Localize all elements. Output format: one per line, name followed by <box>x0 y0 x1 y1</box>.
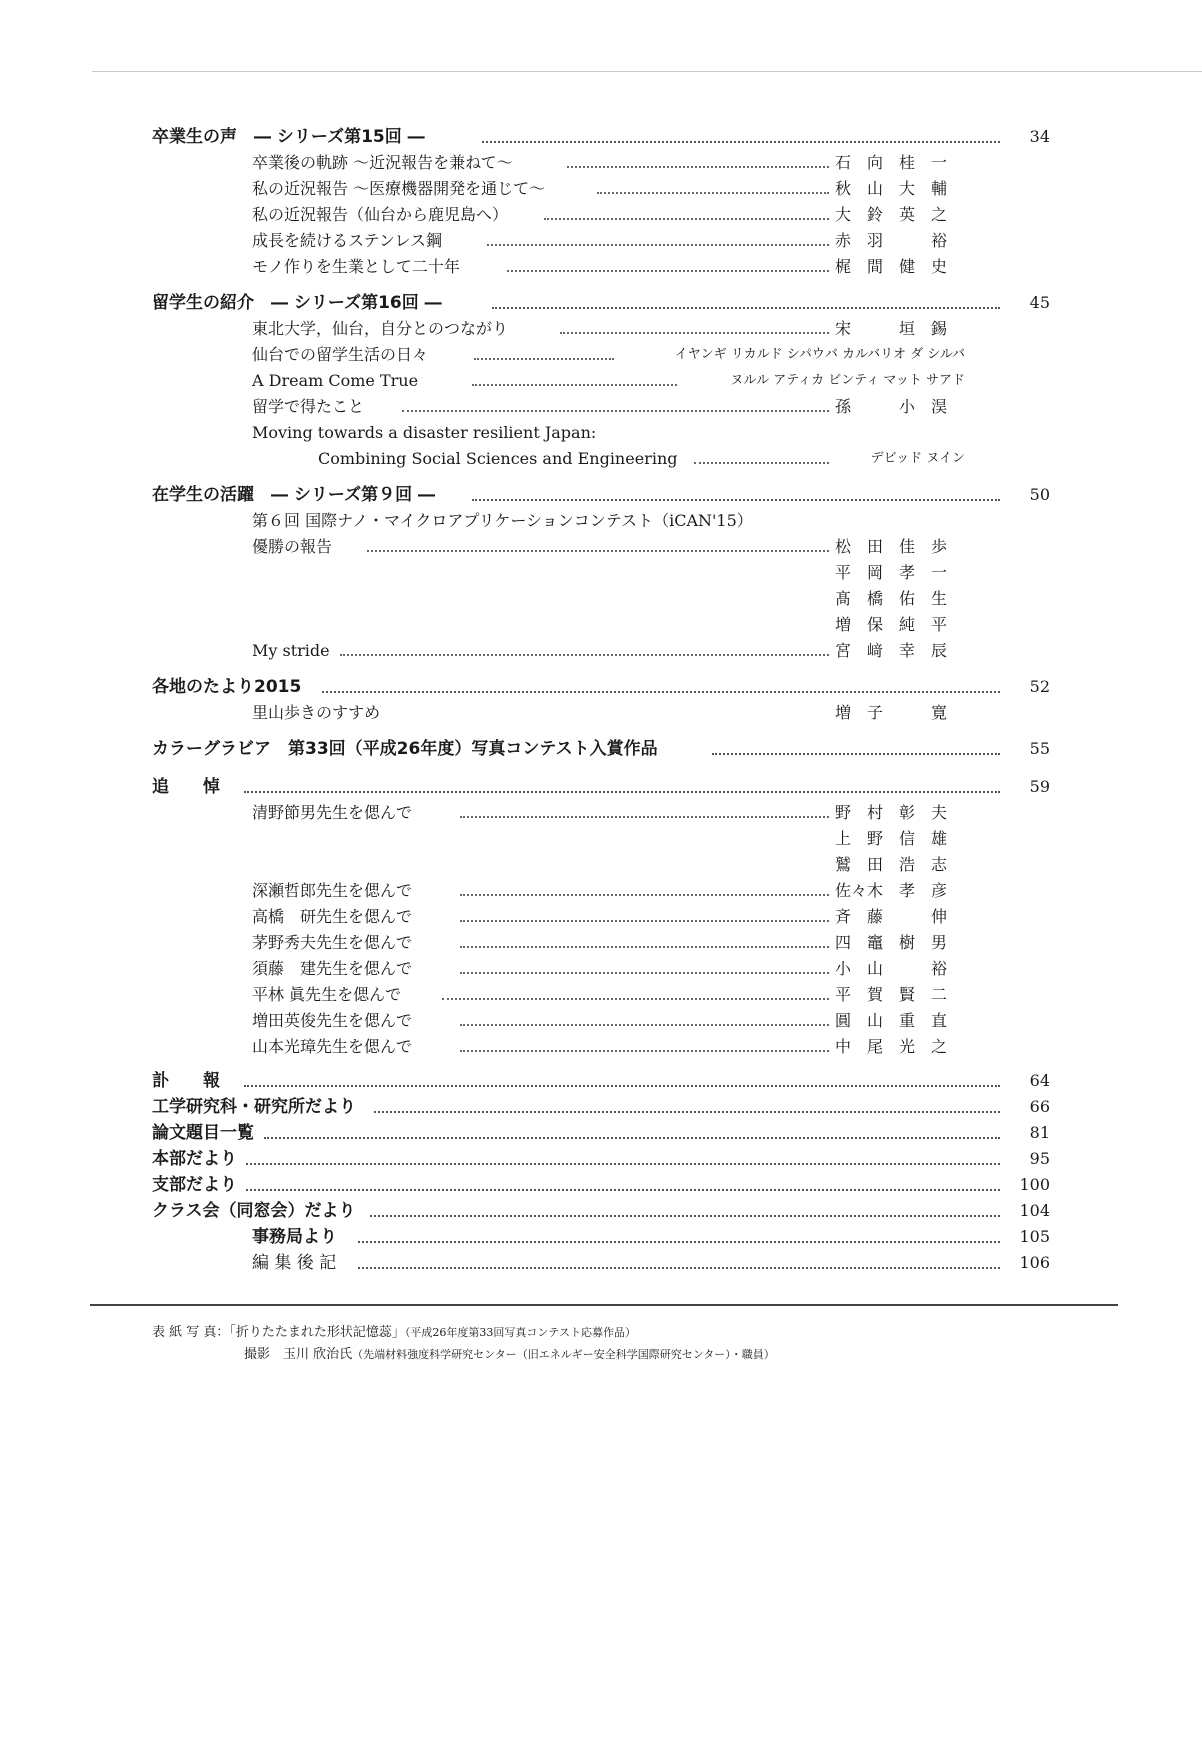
toc-section-alumni-voice <box>152 124 1050 280</box>
entry-author: 梶 間 健 史 <box>835 257 948 276</box>
entry-title: Moving towards a disaster resilient Japan: <box>252 423 597 442</box>
toc-section-regional-news <box>152 674 1050 726</box>
page-number: 81 <box>1029 1123 1050 1142</box>
entry-author: デビッド ヌイン <box>870 451 965 466</box>
toc-heading[interactable] <box>152 124 1050 150</box>
toc-entry[interactable] <box>152 394 1050 420</box>
toc-section-intl-students <box>152 290 1050 472</box>
entry-title: 優勝の報告 <box>252 537 333 556</box>
entry-title: 卒業後の軌跡 ～近況報告を兼ねて～ <box>252 153 513 172</box>
page-number: 64 <box>1029 1071 1050 1090</box>
toc-heading[interactable] <box>152 1068 1050 1094</box>
toc-entry[interactable] <box>152 904 1050 930</box>
toc-heading-title: 支部だより <box>152 1172 241 1198</box>
leader-dots <box>264 1120 1000 1139</box>
toc-heading-title: 在学生の活躍 ― シリーズ第９回 ― <box>152 482 439 508</box>
toc-section-color-gravure <box>152 736 1050 762</box>
entry-author: 圓 山 重 直 <box>835 1011 948 1030</box>
leader-dots <box>402 394 829 412</box>
entry-title: 増田英俊先生を偲んで <box>252 1011 413 1030</box>
entry-author: 四 竈 樹 男 <box>835 933 948 952</box>
toc-heading-title: 編 集 後 記 <box>252 1250 340 1276</box>
entry-author: 鷲 田 浩 志 <box>835 855 948 874</box>
leader-dots <box>597 176 829 194</box>
entry-author: 松 田 佳 歩 <box>835 537 948 556</box>
page-number: 34 <box>1029 127 1050 146</box>
page-number: 104 <box>1019 1201 1050 1220</box>
page-number: 45 <box>1029 293 1050 312</box>
entry-author: 平 岡 孝 一 <box>835 563 948 582</box>
entry-title: 平林 眞先生を偲んで <box>252 985 402 1004</box>
leader-dots <box>460 1034 829 1052</box>
page-number: 66 <box>1029 1097 1050 1116</box>
toc-heading[interactable] <box>152 736 1050 762</box>
entry-title: 私の近況報告 ～医療機器開発を通じて～ <box>252 179 546 198</box>
toc-heading-title: 工学研究科・研究所だより <box>152 1094 360 1120</box>
leader-dots <box>460 904 829 922</box>
toc-entry[interactable] <box>152 254 1050 280</box>
entry-author: 野 村 彰 夫 <box>835 803 948 822</box>
toc-entry[interactable] <box>152 534 1050 560</box>
entry-author: 赤 羽 裕 <box>835 231 948 250</box>
page-number: 106 <box>1019 1253 1050 1272</box>
entry-author: イヤンギ リカルド シパウバ カルバリオ ダ シルバ <box>674 347 965 362</box>
toc-section-current-students <box>152 482 1050 664</box>
entry-title: Combining Social Sciences and Engineering <box>318 449 678 468</box>
entry-title: 山本光璋先生を偲んで <box>252 1037 413 1056</box>
toc-heading[interactable] <box>152 1198 1050 1224</box>
leader-dots <box>472 482 1000 501</box>
page-number: 95 <box>1029 1149 1050 1168</box>
toc-entry[interactable] <box>152 878 1050 904</box>
toc-entry <box>152 826 1050 852</box>
toc-entry <box>152 852 1050 878</box>
entry-title: 成長を続けるステンレス鋼 <box>252 231 443 250</box>
toc-entry[interactable] <box>152 1034 1050 1060</box>
entry-author: 髙 橋 佑 生 <box>835 589 948 608</box>
toc-entry[interactable] <box>152 342 1050 368</box>
toc-heading-title: 事務局より <box>252 1224 341 1250</box>
toc-entry[interactable] <box>152 176 1050 202</box>
entry-author: 宋 垣 錫 <box>835 319 948 338</box>
leader-dots <box>487 228 829 246</box>
page-number: 52 <box>1029 677 1050 696</box>
entry-author: 大 鈴 英 之 <box>835 205 948 224</box>
cover-note: （平成26年度第33回写真コンテスト応募作品） <box>404 1326 636 1339</box>
toc-entry[interactable] <box>152 228 1050 254</box>
cover-label: 表 紙 写 真： <box>152 1325 230 1340</box>
leader-dots <box>560 316 829 334</box>
entry-title: 留学で得たこと <box>252 397 365 416</box>
entry-title: 須藤 建先生を偲んで <box>252 959 413 978</box>
leader-dots <box>244 1068 1000 1087</box>
entry-author: 平 賀 賢 二 <box>835 985 948 1004</box>
toc-entry[interactable] <box>152 638 1050 664</box>
entry-title: 東北大学，仙台，自分とのつながり <box>252 319 509 338</box>
leader-dots <box>358 1224 1000 1243</box>
toc-heading[interactable] <box>152 1224 1050 1250</box>
entry-author: 中 尾 光 之 <box>835 1037 948 1056</box>
entry-title: 清野節男先生を偲んで <box>252 803 413 822</box>
entry-title: 高橋 研先生を偲んで <box>252 907 413 926</box>
toc-entry[interactable] <box>152 508 1050 534</box>
leader-dots <box>460 878 829 896</box>
leader-dots <box>507 254 829 272</box>
leader-dots <box>460 956 829 974</box>
toc-heading[interactable] <box>152 1094 1050 1120</box>
toc-heading-title: 論文題目一覧 <box>152 1120 258 1146</box>
entry-author: 斉 藤 伸 <box>835 907 948 926</box>
entry-author: 石 向 桂 一 <box>835 153 948 172</box>
toc-entry[interactable] <box>152 202 1050 228</box>
entry-title: モノ作りを生業として二十年 <box>252 257 460 276</box>
photographer-label: 撮影 玉川 欣治氏 <box>244 1347 353 1362</box>
leader-dots <box>340 638 829 656</box>
toc-entry[interactable] <box>152 150 1050 176</box>
toc-entry[interactable] <box>152 956 1050 982</box>
toc-entry[interactable] <box>152 368 1050 394</box>
toc-heading-title: 各地のたより2015 <box>152 674 305 700</box>
toc-entry[interactable] <box>152 316 1050 342</box>
leader-dots <box>322 674 1000 693</box>
toc-entry <box>152 612 1050 638</box>
leader-dots <box>370 1198 1000 1217</box>
toc-entry[interactable] <box>152 982 1050 1008</box>
leader-dots <box>460 930 829 948</box>
photographer-line <box>152 1344 775 1366</box>
entry-title: 深瀬哲郎先生を偲んで <box>252 881 413 900</box>
entry-title: 第６回 国際ナノ・マイクロアプリケーションコンテスト（iCAN'15） <box>252 511 753 530</box>
toc-heading[interactable] <box>152 774 1050 800</box>
entry-author: ヌルル アティカ ビンティ マット サアド <box>730 373 965 388</box>
entry-title: 茅野秀夫先生を偲んで <box>252 933 413 952</box>
entry-title: 私の近況報告（仙台から鹿児島へ） <box>252 205 509 224</box>
toc-heading-title: カラーグラビア 第33回（平成26年度）写真コンテスト入賞作品 <box>152 736 662 762</box>
leader-dots <box>374 1094 1000 1113</box>
toc-entry <box>152 586 1050 612</box>
entry-author: 佐々木 孝 彦 <box>835 881 948 900</box>
page-number: 50 <box>1029 485 1050 504</box>
toc-entry[interactable] <box>152 700 1050 726</box>
toc-heading-title: クラス会（同窓会）だより <box>152 1198 360 1224</box>
toc-entry <box>152 560 1050 586</box>
leader-dots <box>460 800 829 818</box>
leader-dots <box>246 1146 1000 1165</box>
leader-dots <box>358 1250 1000 1269</box>
leader-dots <box>712 736 1000 755</box>
leader-dots <box>544 202 829 220</box>
toc-heading[interactable] <box>152 1146 1050 1172</box>
toc-entry[interactable] <box>152 446 1050 472</box>
entry-title: 里山歩きのすすめ <box>252 703 381 722</box>
page-number: 105 <box>1019 1227 1050 1246</box>
bottom-rule <box>90 1304 1118 1306</box>
toc-heading[interactable] <box>152 674 1050 700</box>
toc-heading[interactable] <box>152 1172 1050 1198</box>
leader-dots <box>244 774 1000 793</box>
toc-section-memorial <box>152 774 1050 1060</box>
leader-dots <box>694 446 829 464</box>
entry-title: 仙台での留学生活の日々 <box>252 345 429 364</box>
leader-dots <box>442 982 829 1000</box>
toc-heading-title: 留学生の紹介 ― シリーズ第16回 ― <box>152 290 446 316</box>
page-number: 55 <box>1029 739 1050 758</box>
cover-credit <box>152 1322 775 1366</box>
entry-author: 増 保 純 平 <box>835 615 948 634</box>
entry-author: 小 山 裕 <box>835 959 948 978</box>
top-rule <box>92 71 1202 72</box>
entry-author: 増 子 寛 <box>835 703 948 722</box>
photographer-affiliation: （先端材料強度科学研究センター（旧エネルギー安全科学国際研究センター）・職員） <box>352 1348 775 1361</box>
toc-heading[interactable] <box>152 1120 1050 1146</box>
cover-photo-line <box>152 1322 775 1344</box>
toc-heading-title: 訃 報 <box>152 1068 224 1094</box>
toc-heading[interactable] <box>152 290 1050 316</box>
entry-title: My stride <box>252 641 330 660</box>
entry-author: 宮 﨑 幸 辰 <box>835 641 948 660</box>
entry-title: A Dream Come True <box>252 371 419 390</box>
cover-title: 「折りたたまれた形状記憶蕊」 <box>229 1325 405 1340</box>
leader-dots <box>472 368 677 386</box>
toc-heading-title: 追 悼 <box>152 774 224 800</box>
leader-dots <box>246 1172 1000 1191</box>
toc-entry[interactable] <box>152 930 1050 956</box>
leader-dots <box>567 150 829 168</box>
toc-entry[interactable] <box>152 1008 1050 1034</box>
toc-entry[interactable] <box>152 800 1050 826</box>
leader-dots <box>367 534 829 552</box>
entry-author: 孫 小 淏 <box>835 397 948 416</box>
toc-entry[interactable] <box>152 420 1050 446</box>
entry-author: 秋 山 大 輔 <box>835 179 948 198</box>
toc-heading-title: 卒業生の声 ― シリーズ第15回 ― <box>152 124 429 150</box>
entry-author: 上 野 信 雄 <box>835 829 948 848</box>
page-number: 59 <box>1029 777 1050 796</box>
page-number: 100 <box>1019 1175 1050 1194</box>
toc-heading[interactable] <box>152 482 1050 508</box>
toc-section-misc <box>152 1068 1050 1276</box>
toc-heading[interactable] <box>152 1250 1050 1276</box>
leader-dots <box>460 1008 829 1026</box>
leader-dots <box>482 124 1000 143</box>
toc-heading-title: 本部だより <box>152 1146 241 1172</box>
leader-dots <box>492 290 1000 309</box>
leader-dots <box>474 342 614 360</box>
